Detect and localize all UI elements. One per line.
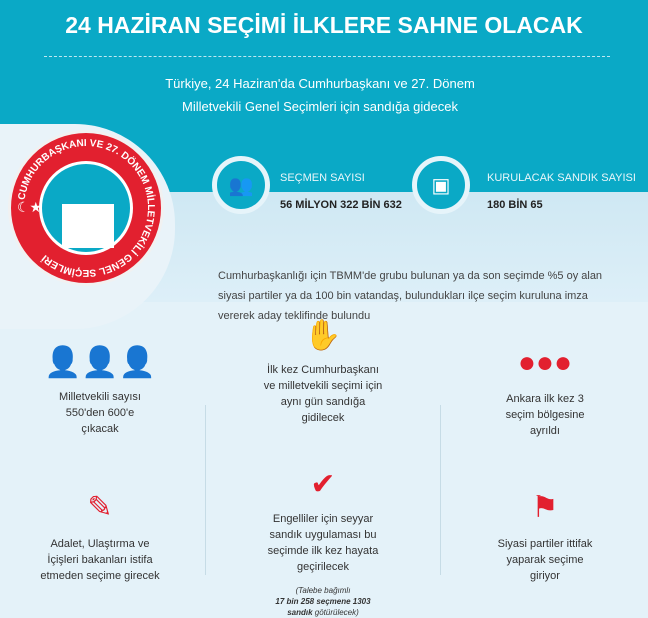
stat-value: 180 BİN 65: [487, 199, 543, 211]
column-divider: [205, 405, 206, 575]
fact-text: İlk kez Cumhurbaşkanı ve milletvekili seçimi için aynı gün sandığa gidilecek: [263, 364, 383, 424]
fact-text: Ankara ilk kez 3 seçim bölgesine ayrıldı: [505, 393, 585, 437]
subtitle: [150, 72, 490, 118]
fact-item: [10, 490, 190, 584]
fact-item: [228, 318, 418, 426]
ballot-box-icon: [62, 204, 114, 248]
fact-text: Siyasi partiler ittifak yaparak seçime giriyor: [497, 538, 593, 582]
note-text: (Talebe bağımlı: [295, 586, 351, 595]
ballot-box-emblem: [39, 161, 133, 255]
three-circles-icon: ●●●: [517, 346, 573, 379]
subtitle-line: Türkiye, 24 Haziran'da Cumhurbaşkanı ve 27. Dönem: [165, 76, 475, 91]
fact-item: [10, 345, 190, 437]
stat-value: 56 MİLYON 322 BİN 632: [280, 199, 402, 211]
flags-icon: ⚑: [531, 491, 559, 524]
fact-text: Adalet, Ulaştırma ve İçişleri bakanları istifa etmeden seçime girecek: [40, 538, 160, 582]
fact-text: Engelliler için seyyar sandık uygulaması bu seçimde ilk kez hayata geçirilecek: [267, 513, 379, 573]
stat-label: SEÇMEN SAYISI: [280, 172, 365, 184]
fact-item: [450, 490, 640, 584]
divider: [44, 56, 610, 57]
column-divider: [440, 405, 441, 575]
candidacy-paragraph: Cumhurbaşkanlığı için TBMM'de grubu bulunan ya da son seçimde %5 oy alan siyasi partiler ya da 100 bin vatandaş, bulundukları ilçe seçim kuruluna imza vererek aday teklifinde bulundu: [218, 270, 603, 322]
stat-label: KURULACAK SANDIK SAYISI: [487, 172, 636, 184]
page-title: 24 HAZİRAN SEÇİMİ İLKLERE SAHNE OLACAK: [65, 12, 583, 38]
subtitle-line: Milletvekili Genel Seçimleri için sandığa gidecek: [181, 99, 458, 114]
ballot-hand-icon: ✋: [304, 319, 342, 352]
fact-text: Milletvekili sayısı 550'den 600'e çıkacak: [59, 391, 141, 435]
note-text: 17 bin 258 seçmene 1303: [275, 597, 371, 606]
ballot-check-icon: ✔: [310, 468, 336, 501]
fact-item: [450, 345, 640, 439]
note-text: götürülecek): [314, 608, 359, 617]
voters-icon: 👥: [212, 156, 270, 214]
check-pen-icon: ✎: [87, 491, 113, 524]
turkish-flag-icon: ☾★: [17, 199, 43, 215]
footnote: [228, 585, 418, 618]
fact-item: [228, 467, 418, 618]
note-text: sandık: [287, 608, 313, 617]
ballot-box-icon: ▣: [412, 156, 470, 214]
svg-text:CUMHURBAŞKANI VE 27. DÖNEM MİL: CUMHURBAŞKANI VE 27. DÖNEM MİLLETVEKİLİ GENEL SEÇİMLERİ: [16, 137, 157, 279]
people-icon: 👤👤👤: [43, 346, 157, 379]
election-badge: [8, 130, 164, 286]
